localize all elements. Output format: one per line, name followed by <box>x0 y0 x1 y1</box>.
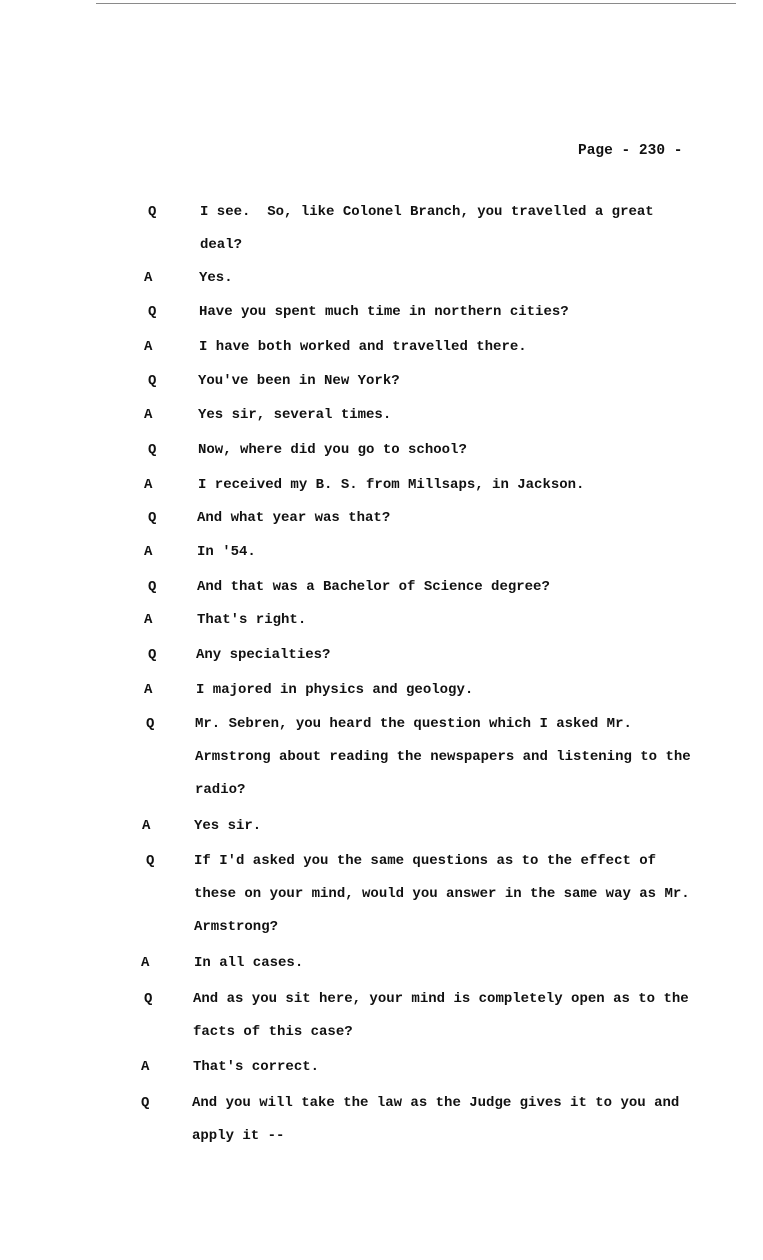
speaker-label: Q <box>148 510 157 526</box>
testimony-line: Armstrong about reading the newspapers and listening to the <box>195 749 691 765</box>
speaker-label: Q <box>144 991 153 1007</box>
testimony-line: Yes sir, several times. <box>198 407 392 423</box>
testimony-line: radio? <box>195 782 246 798</box>
speaker-label: A <box>141 1059 150 1075</box>
speaker-label: Q <box>148 442 157 458</box>
testimony-line: these on your mind, would you answer in the same way as Mr. <box>194 886 690 902</box>
speaker-label: Q <box>148 647 157 663</box>
testimony-line: Armstrong? <box>194 919 279 935</box>
speaker-label: A <box>144 612 153 628</box>
testimony-line: I see. So, like Colonel Branch, you travelled a great <box>200 204 654 220</box>
speaker-label: A <box>144 477 153 493</box>
speaker-label: A <box>144 270 153 286</box>
testimony-line: And you will take the law as the Judge gives it to you and <box>192 1095 680 1111</box>
testimony-line: Have you spent much time in northern cities? <box>199 304 569 320</box>
testimony-line: And as you sit here, your mind is completely open as to the <box>193 991 689 1007</box>
testimony-line: Yes. <box>199 270 233 286</box>
testimony-line: If I'd asked you the same questions as to the effect of <box>194 853 657 869</box>
testimony-line: In '54. <box>197 544 256 560</box>
speaker-label: A <box>141 955 150 971</box>
testimony-line: Mr. Sebren, you heard the question which I asked Mr. <box>195 716 632 732</box>
testimony-line: I majored in physics and geology. <box>196 682 474 698</box>
testimony-line: I have both worked and travelled there. <box>199 339 527 355</box>
speaker-label: Q <box>148 204 157 220</box>
testimony-line: That's correct. <box>193 1059 320 1075</box>
speaker-label: A <box>144 407 153 423</box>
testimony-line: apply it -- <box>192 1128 285 1144</box>
testimony-line: And what year was that? <box>197 510 391 526</box>
testimony-line: deal? <box>200 237 243 253</box>
testimony-line: I received my B. S. from Millsaps, in Jackson. <box>198 477 585 493</box>
testimony-line: That's right. <box>197 612 307 628</box>
speaker-label: Q <box>148 304 157 320</box>
speaker-label: Q <box>146 853 155 869</box>
testimony-line: Any specialties? <box>196 647 331 663</box>
speaker-label: A <box>144 339 153 355</box>
speaker-label: A <box>144 682 153 698</box>
speaker-label: Q <box>148 373 157 389</box>
speaker-label: Q <box>146 716 155 732</box>
testimony-line: And that was a Bachelor of Science degree? <box>197 579 550 595</box>
page-number: Page - 230 - <box>578 143 683 159</box>
speaker-label: Q <box>148 579 157 595</box>
testimony-line: facts of this case? <box>193 1024 353 1040</box>
testimony-line: You've been in New York? <box>198 373 400 389</box>
testimony-line: Yes sir. <box>194 818 262 834</box>
testimony-line: Now, where did you go to school? <box>198 442 467 458</box>
speaker-label: Q <box>141 1095 150 1111</box>
speaker-label: A <box>144 544 153 560</box>
speaker-label: A <box>142 818 151 834</box>
testimony-line: In all cases. <box>194 955 304 971</box>
